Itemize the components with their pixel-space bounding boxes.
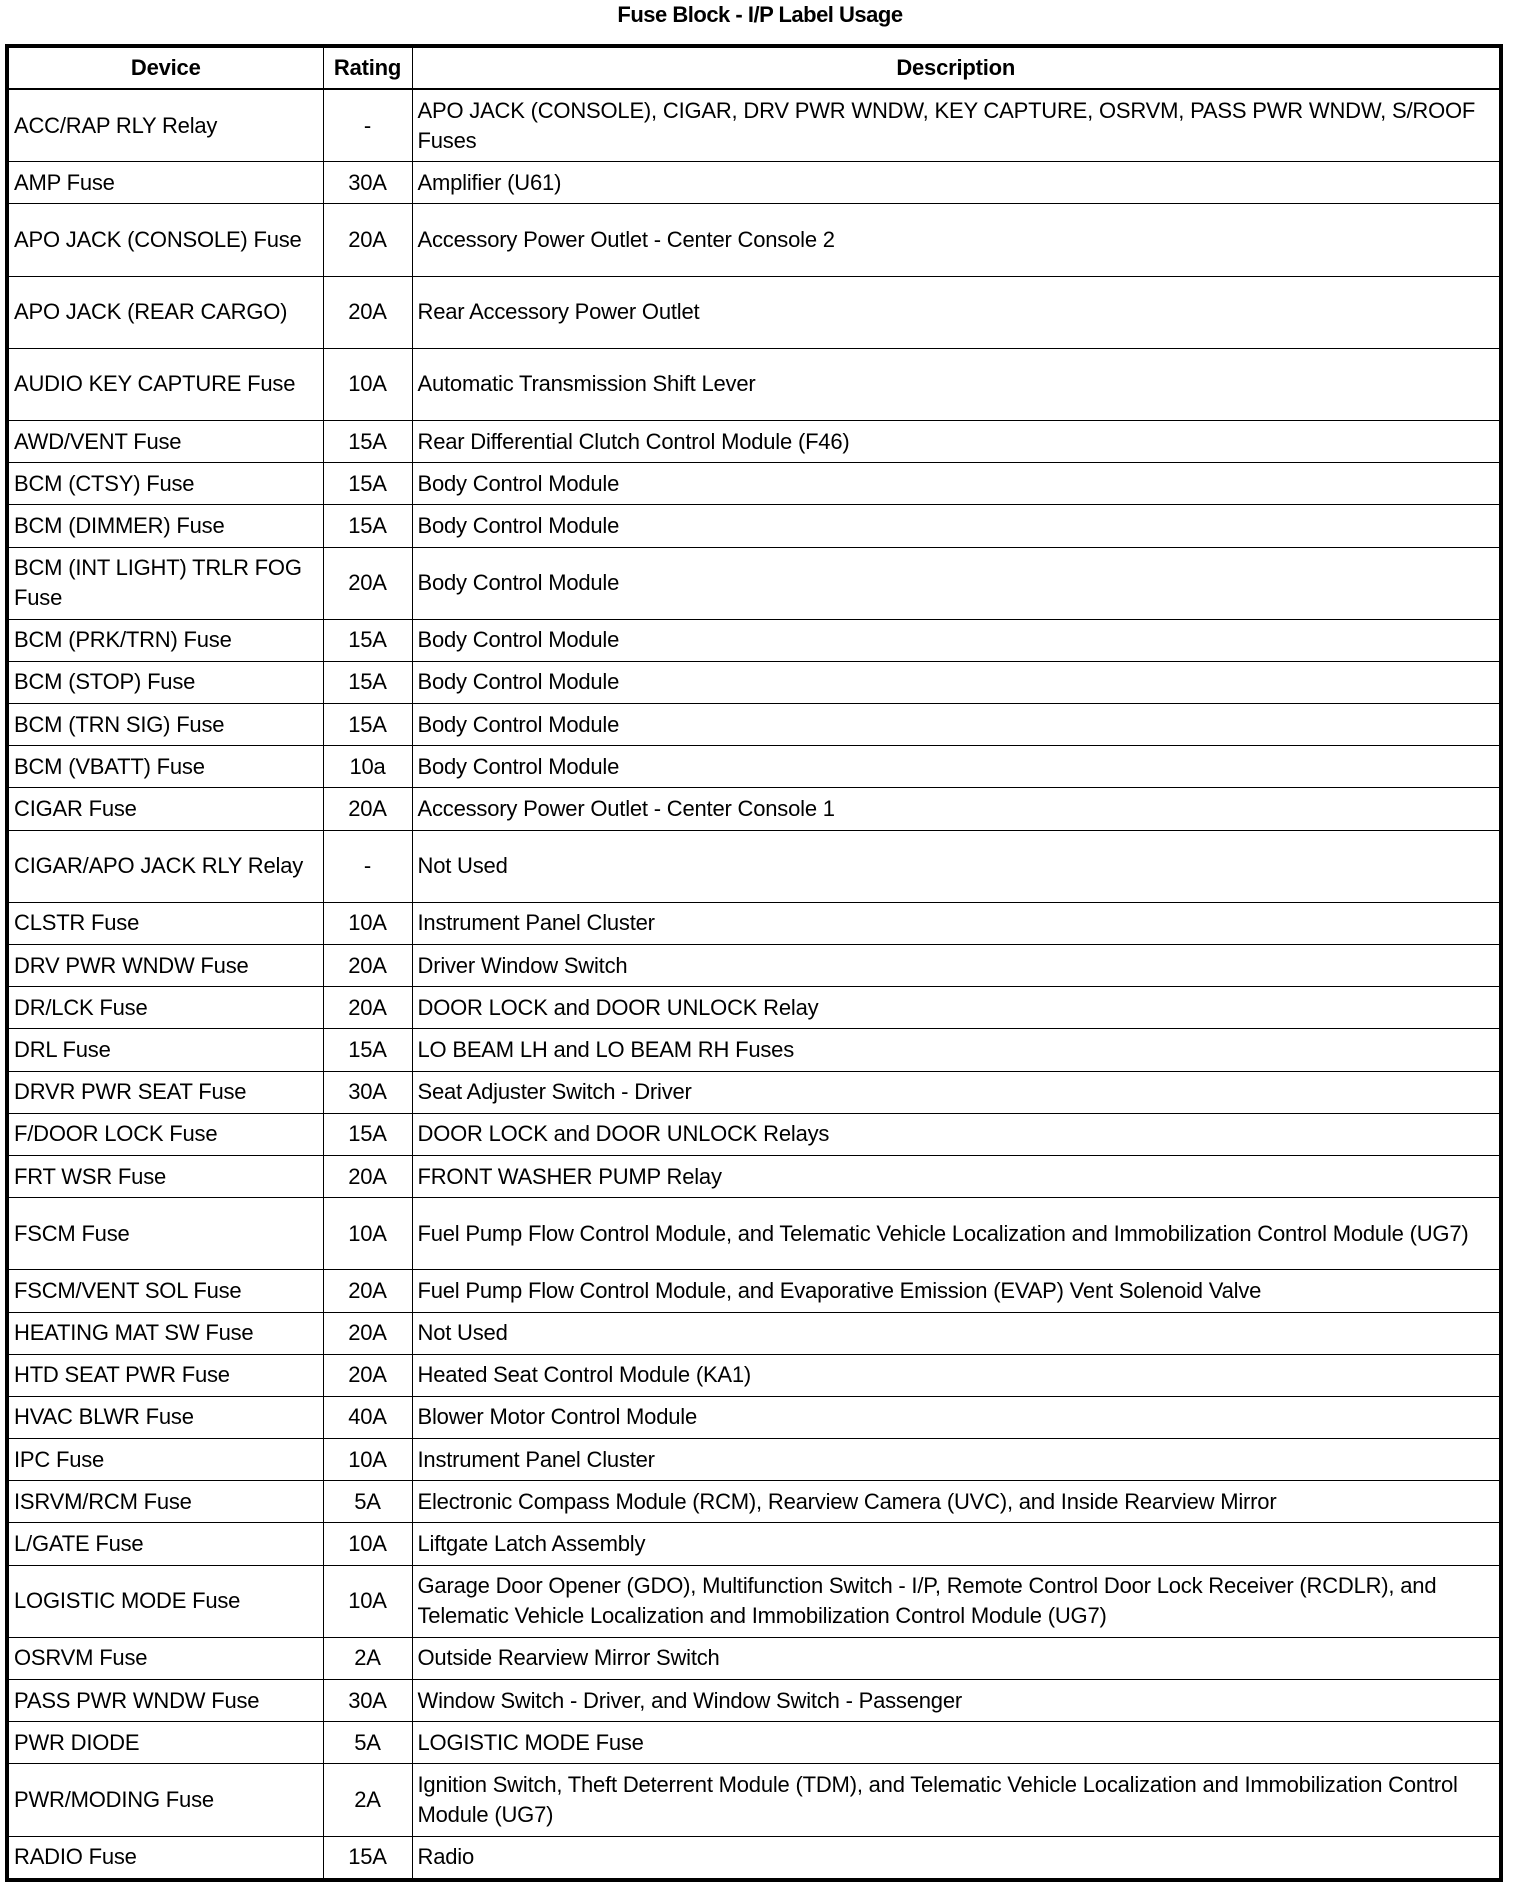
cell-device: DR/LCK Fuse [7, 987, 323, 1029]
cell-device: FSCM Fuse [7, 1198, 323, 1270]
cell-rating: 40A [323, 1396, 412, 1438]
cell-device: APO JACK (CONSOLE) Fuse [7, 204, 323, 276]
table-row [7, 1029, 1501, 1071]
cell-rating: 15A [323, 505, 412, 547]
cell-description: Instrument Panel Cluster [412, 902, 1501, 944]
cell-rating: 10A [323, 1198, 412, 1270]
cell-description: Body Control Module [412, 746, 1501, 788]
table-row [7, 1439, 1501, 1481]
cell-rating: 20A [323, 945, 412, 987]
cell-device: BCM (DIMMER) Fuse [7, 505, 323, 547]
cell-rating: 15A [323, 1029, 412, 1071]
table-row [7, 1764, 1501, 1836]
cell-description: Not Used [412, 830, 1501, 902]
cell-description: Liftgate Latch Assembly [412, 1523, 1501, 1565]
cell-device: L/GATE Fuse [7, 1523, 323, 1565]
cell-description: Rear Differential Clutch Control Module (F46) [412, 420, 1501, 462]
cell-rating: 30A [323, 1680, 412, 1722]
cell-description: Body Control Module [412, 619, 1501, 661]
cell-device: BCM (PRK/TRN) Fuse [7, 619, 323, 661]
cell-device: FRT WSR Fuse [7, 1155, 323, 1197]
table-row [7, 1722, 1501, 1764]
table-row [7, 1680, 1501, 1722]
table-row [7, 89, 1501, 162]
cell-device: OSRVM Fuse [7, 1637, 323, 1679]
table-row [7, 1836, 1501, 1880]
cell-description: Body Control Module [412, 661, 1501, 703]
cell-rating: 15A [323, 661, 412, 703]
cell-description: Not Used [412, 1312, 1501, 1354]
cell-device: BCM (TRN SIG) Fuse [7, 704, 323, 746]
cell-rating: - [323, 830, 412, 902]
cell-rating: 10a [323, 746, 412, 788]
cell-device: ACC/RAP RLY Relay [7, 89, 323, 162]
cell-rating: 30A [323, 1071, 412, 1113]
cell-device: HTD SEAT PWR Fuse [7, 1354, 323, 1396]
cell-device: AUDIO KEY CAPTURE Fuse [7, 348, 323, 420]
table-row [7, 1270, 1501, 1312]
cell-description: Electronic Compass Module (RCM), Rearview Camera (UVC), and Inside Rearview Mirror [412, 1481, 1501, 1523]
cell-rating: 30A [323, 162, 412, 204]
table-row [7, 348, 1501, 420]
cell-rating: 15A [323, 1836, 412, 1880]
cell-rating: 10A [323, 1439, 412, 1481]
cell-rating: 20A [323, 276, 412, 348]
cell-description: FRONT WASHER PUMP Relay [412, 1155, 1501, 1197]
cell-description: Automatic Transmission Shift Lever [412, 348, 1501, 420]
cell-rating: 15A [323, 619, 412, 661]
cell-rating: 20A [323, 1312, 412, 1354]
table-row [7, 987, 1501, 1029]
table-row [7, 1198, 1501, 1270]
cell-device: CLSTR Fuse [7, 902, 323, 944]
table-row [7, 162, 1501, 204]
cell-rating: 15A [323, 1113, 412, 1155]
cell-description: Window Switch - Driver, and Window Switch - Passenger [412, 1680, 1501, 1722]
cell-rating: 20A [323, 547, 412, 619]
cell-device: BCM (VBATT) Fuse [7, 746, 323, 788]
table-row [7, 661, 1501, 703]
cell-device: DRVR PWR SEAT Fuse [7, 1071, 323, 1113]
cell-device: DRL Fuse [7, 1029, 323, 1071]
cell-device: HVAC BLWR Fuse [7, 1396, 323, 1438]
cell-description: LO BEAM LH and LO BEAM RH Fuses [412, 1029, 1501, 1071]
cell-description: Ignition Switch, Theft Deterrent Module (TDM), and Telematic Vehicle Localization and Immobilization Control Module (UG7) [412, 1764, 1501, 1836]
table-row [7, 704, 1501, 746]
cell-rating: 5A [323, 1722, 412, 1764]
cell-device: PASS PWR WNDW Fuse [7, 1680, 323, 1722]
cell-rating: 10A [323, 1565, 412, 1637]
table-row [7, 746, 1501, 788]
cell-rating: 20A [323, 1270, 412, 1312]
cell-description: Garage Door Opener (GDO), Multifunction Switch - I/P, Remote Control Door Lock Receiver (RCDLR), and Telematic Vehicle Localization and Immobilization Control Module (UG7) [412, 1565, 1501, 1637]
cell-description: Blower Motor Control Module [412, 1396, 1501, 1438]
cell-device: BCM (INT LIGHT) TRLR FOG Fuse [7, 547, 323, 619]
cell-rating: 2A [323, 1764, 412, 1836]
cell-rating: 15A [323, 704, 412, 746]
cell-device: AWD/VENT Fuse [7, 420, 323, 462]
cell-description: Instrument Panel Cluster [412, 1439, 1501, 1481]
cell-description: Fuel Pump Flow Control Module, and Telematic Vehicle Localization and Immobilization Control Module (UG7) [412, 1198, 1501, 1270]
cell-description: Body Control Module [412, 704, 1501, 746]
cell-description: DOOR LOCK and DOOR UNLOCK Relay [412, 987, 1501, 1029]
cell-device: IPC Fuse [7, 1439, 323, 1481]
table-header-row [7, 46, 1501, 89]
column-header-device: Device [7, 46, 323, 89]
table-row [7, 1155, 1501, 1197]
table-row [7, 1312, 1501, 1354]
table-row [7, 276, 1501, 348]
cell-device: PWR/MODING Fuse [7, 1764, 323, 1836]
cell-device: ISRVM/RCM Fuse [7, 1481, 323, 1523]
cell-rating: 15A [323, 463, 412, 505]
table-row [7, 619, 1501, 661]
column-header-description: Description [412, 46, 1501, 89]
table-row [7, 1637, 1501, 1679]
cell-description: Outside Rearview Mirror Switch [412, 1637, 1501, 1679]
table-row [7, 420, 1501, 462]
cell-description: Heated Seat Control Module (KA1) [412, 1354, 1501, 1396]
cell-device: RADIO Fuse [7, 1836, 323, 1880]
cell-rating: 10A [323, 902, 412, 944]
cell-description: Driver Window Switch [412, 945, 1501, 987]
table-row [7, 945, 1501, 987]
cell-device: BCM (CTSY) Fuse [7, 463, 323, 505]
table-row [7, 547, 1501, 619]
cell-device: FSCM/VENT SOL Fuse [7, 1270, 323, 1312]
cell-description: Body Control Module [412, 505, 1501, 547]
cell-rating: 10A [323, 348, 412, 420]
table-row [7, 1354, 1501, 1396]
table-row [7, 505, 1501, 547]
cell-description: DOOR LOCK and DOOR UNLOCK Relays [412, 1113, 1501, 1155]
cell-rating: 15A [323, 420, 412, 462]
cell-rating: 20A [323, 1155, 412, 1197]
table-row [7, 902, 1501, 944]
cell-description: Seat Adjuster Switch - Driver [412, 1071, 1501, 1113]
table-row [7, 1481, 1501, 1523]
cell-device: CIGAR Fuse [7, 788, 323, 830]
cell-rating: 20A [323, 1354, 412, 1396]
cell-rating: 20A [323, 204, 412, 276]
table-row [7, 1523, 1501, 1565]
cell-device: DRV PWR WNDW Fuse [7, 945, 323, 987]
fuse-usage-table [5, 44, 1503, 1882]
column-header-rating: Rating [323, 46, 412, 89]
cell-description: LOGISTIC MODE Fuse [412, 1722, 1501, 1764]
cell-device: BCM (STOP) Fuse [7, 661, 323, 703]
cell-rating: 20A [323, 788, 412, 830]
cell-description: Radio [412, 1836, 1501, 1880]
cell-device: CIGAR/APO JACK RLY Relay [7, 830, 323, 902]
page-title: Fuse Block - I/P Label Usage [617, 2, 903, 27]
cell-description: APO JACK (CONSOLE), CIGAR, DRV PWR WNDW, KEY CAPTURE, OSRVM, PASS PWR WNDW, S/ROOF Fuses [412, 89, 1501, 162]
cell-device: PWR DIODE [7, 1722, 323, 1764]
cell-description: Rear Accessory Power Outlet [412, 276, 1501, 348]
cell-description: Body Control Module [412, 463, 1501, 505]
table-row [7, 1396, 1501, 1438]
cell-rating: 10A [323, 1523, 412, 1565]
cell-description: Body Control Module [412, 547, 1501, 619]
table-row [7, 204, 1501, 276]
table-row [7, 463, 1501, 505]
table-row [7, 1113, 1501, 1155]
cell-device: APO JACK (REAR CARGO) [7, 276, 323, 348]
cell-device: AMP Fuse [7, 162, 323, 204]
cell-rating: 5A [323, 1481, 412, 1523]
cell-rating: - [323, 89, 412, 162]
cell-device: F/DOOR LOCK Fuse [7, 1113, 323, 1155]
table-row [7, 1071, 1501, 1113]
cell-description: Accessory Power Outlet - Center Console 1 [412, 788, 1501, 830]
cell-rating: 20A [323, 987, 412, 1029]
cell-description: Amplifier (U61) [412, 162, 1501, 204]
cell-rating: 2A [323, 1637, 412, 1679]
table-row [7, 788, 1501, 830]
cell-device: HEATING MAT SW Fuse [7, 1312, 323, 1354]
table-row [7, 830, 1501, 902]
table-row [7, 1565, 1501, 1637]
cell-device: LOGISTIC MODE Fuse [7, 1565, 323, 1637]
cell-description: Fuel Pump Flow Control Module, and Evaporative Emission (EVAP) Vent Solenoid Valve [412, 1270, 1501, 1312]
cell-description: Accessory Power Outlet - Center Console 2 [412, 204, 1501, 276]
